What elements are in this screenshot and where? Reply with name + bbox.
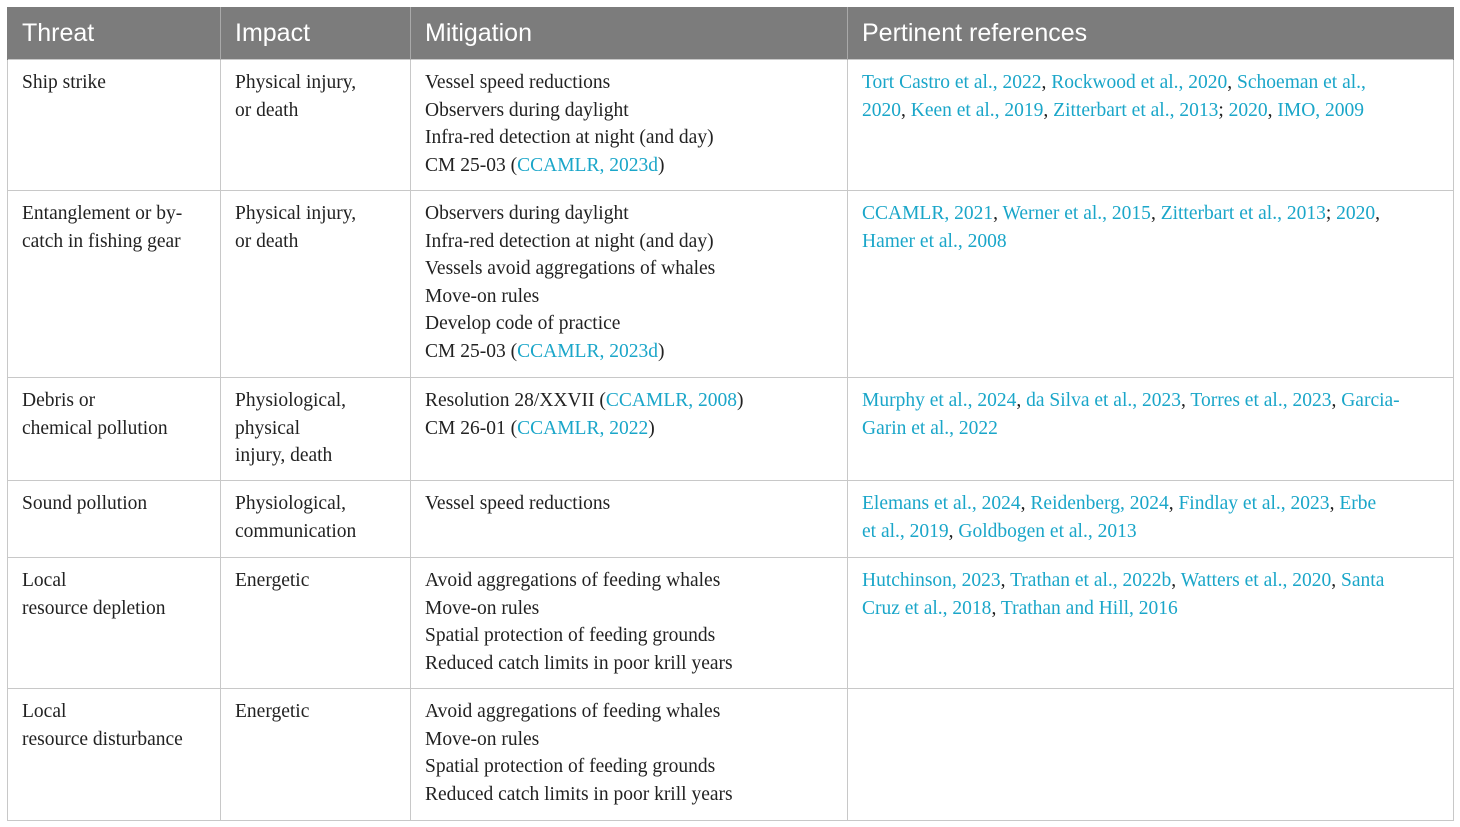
text-segment: ,	[1000, 570, 1011, 591]
references-cell-line	[862, 69, 1439, 97]
impact-cell	[221, 191, 411, 378]
text-segment: Move-on rules	[425, 597, 540, 619]
reference-link[interactable]: Zitterbart et al., 2013	[1160, 203, 1326, 224]
threat-cell-line: Ship strike	[22, 72, 106, 93]
reference-link[interactable]: Garcia-	[1341, 390, 1400, 411]
impact-cell	[221, 558, 411, 689]
impact-cell-line: or death	[235, 230, 299, 252]
text-segment: ,	[1227, 72, 1238, 93]
references-cell-line	[862, 595, 1439, 623]
text-segment: ,	[901, 99, 911, 121]
mitigation-cell	[411, 689, 848, 821]
header-row	[8, 7, 1454, 60]
reference-link[interactable]: Werner et al., 2015	[1002, 203, 1151, 224]
impact-cell	[221, 378, 411, 481]
reference-link[interactable]: CCAMLR, 2021	[862, 203, 994, 224]
table-row	[8, 378, 1454, 481]
threat-cell-line: chemical pollution	[22, 417, 168, 439]
header-references: Pertinent references	[848, 7, 1454, 60]
mitigation-cell-line	[425, 567, 833, 595]
reference-link[interactable]: CCAMLR, 2023d	[517, 154, 658, 176]
threat-cell	[8, 689, 221, 821]
text-segment: CM 26-01 (	[425, 417, 518, 439]
text-segment: ,	[1267, 99, 1278, 121]
text-segment: Observers during daylight	[425, 99, 629, 121]
text-segment: Infra-red detection at night (and day)	[425, 127, 714, 148]
impact-cell	[221, 60, 411, 191]
reference-link[interactable]: CCAMLR, 2022	[517, 417, 649, 439]
impact-cell-line: injury, death	[235, 445, 333, 466]
reference-link[interactable]: 2020	[1336, 203, 1376, 224]
threat-cell-line: Local	[22, 701, 67, 722]
threat-cell-line: resource depletion	[22, 597, 166, 619]
reference-link[interactable]: Keen et al., 2019	[910, 99, 1044, 121]
reference-link[interactable]: Reidenberg, 2024	[1030, 493, 1169, 514]
text-segment: Vessels avoid aggregations of whales	[425, 258, 716, 279]
header-threat: Threat	[8, 7, 221, 60]
mitigation-cell-line	[425, 200, 833, 228]
references-cell-line	[862, 228, 1439, 256]
mitigation-cell-line	[425, 726, 833, 754]
table-header	[8, 7, 1454, 60]
mitigation-cell-line	[425, 124, 833, 152]
impact-cell-line: Physiological,	[235, 390, 347, 411]
references-cell-line	[862, 415, 1439, 443]
text-segment: ,	[1329, 493, 1340, 514]
impact-cell	[221, 689, 411, 821]
mitigation-cell-line	[425, 595, 833, 623]
table-row	[8, 689, 1454, 821]
mitigation-cell-line	[425, 152, 833, 180]
text-segment: )	[657, 340, 665, 362]
text-segment: ,	[1171, 570, 1181, 591]
reference-link[interactable]: 2020	[862, 99, 901, 121]
reference-link[interactable]: Torres et al., 2023	[1190, 390, 1332, 411]
text-segment: Resolution 28/XXVII (	[425, 390, 606, 411]
reference-link[interactable]: Elemans et al., 2024	[862, 493, 1021, 514]
text-segment: ,	[993, 203, 1003, 224]
reference-link[interactable]: Hutchinson, 2023	[862, 570, 1001, 591]
table-row	[8, 191, 1454, 378]
impact-cell-line: or death	[235, 99, 299, 121]
references-cell	[848, 689, 1454, 821]
mitigation-cell-line	[425, 781, 833, 809]
references-cell	[848, 60, 1454, 191]
reference-link[interactable]: Schoeman et al.,	[1237, 72, 1366, 93]
threat-cell	[8, 60, 221, 191]
references-cell-line	[862, 97, 1439, 125]
text-segment: CM 25-03 (	[425, 154, 518, 176]
impact-cell-line: Energetic	[235, 570, 310, 591]
text-segment: ,	[1331, 570, 1342, 591]
text-segment: ,	[991, 597, 1001, 619]
text-segment: Vessel speed reductions	[425, 72, 611, 93]
text-segment: Observers during daylight	[425, 203, 629, 224]
text-segment: Vessel speed reductions	[425, 493, 611, 514]
text-segment: Spatial protection of feeding grounds	[425, 625, 716, 646]
mitigation-cell-line	[425, 415, 833, 443]
text-segment: Develop code of practice	[425, 313, 621, 334]
text-segment: Move-on rules	[425, 728, 540, 750]
reference-link[interactable]: Garin et al., 2022	[862, 417, 998, 439]
text-segment: ,	[1016, 390, 1027, 411]
mitigation-cell	[411, 378, 848, 481]
reference-link[interactable]: Trathan and Hill, 2016	[1000, 597, 1178, 619]
text-segment: )	[737, 390, 744, 411]
text-segment: )	[657, 154, 665, 176]
mitigation-cell	[411, 60, 848, 191]
text-segment: Avoid aggregations of feeding whales	[425, 701, 721, 722]
threats-table	[7, 7, 1454, 821]
text-segment: Avoid aggregations of feeding whales	[425, 570, 721, 591]
mitigation-cell-line	[425, 97, 833, 125]
reference-link[interactable]: Murphy et al., 2024	[862, 390, 1017, 411]
threat-cell-line: Sound pollution	[22, 493, 148, 514]
reference-link[interactable]: IMO, 2009	[1277, 99, 1365, 121]
text-segment: ,	[1375, 203, 1381, 224]
references-cell-line	[862, 518, 1439, 546]
impact-cell	[221, 481, 411, 558]
references-cell-line	[862, 200, 1439, 228]
threat-cell-line: resource disturbance	[22, 728, 183, 750]
reference-link[interactable]: Findlay et al., 2023	[1178, 493, 1330, 514]
impact-cell-line: physical	[235, 417, 300, 439]
reference-link[interactable]: Cruz et al., 2018	[862, 597, 992, 619]
threat-cell-line: Entanglement or by-	[22, 203, 183, 224]
text-segment: Infra-red detection at night (and day)	[425, 230, 714, 252]
reference-link[interactable]: 2020	[1228, 99, 1268, 121]
text-segment: ,	[948, 520, 959, 542]
text-segment: ,	[1168, 493, 1179, 514]
threat-cell	[8, 481, 221, 558]
reference-link[interactable]: Tort Castro et al., 2022	[862, 72, 1042, 93]
text-segment: ,	[1020, 493, 1031, 514]
table-body	[8, 60, 1454, 821]
text-segment: Spatial protection of feeding grounds	[425, 756, 716, 777]
reference-link[interactable]: Trathan et al., 2022b	[1010, 570, 1172, 591]
mitigation-cell-line	[425, 255, 833, 283]
references-cell	[848, 191, 1454, 378]
references-cell-line	[862, 387, 1439, 415]
mitigation-cell	[411, 481, 848, 558]
reference-link[interactable]: Zitterbart et al., 2013	[1053, 99, 1219, 121]
impact-cell-line: Physical injury,	[235, 72, 357, 93]
table-row	[8, 60, 1454, 191]
threat-cell	[8, 558, 221, 689]
mitigation-cell-line	[425, 650, 833, 678]
text-segment: Move-on rules	[425, 285, 540, 307]
mitigation-cell	[411, 558, 848, 689]
text-segment: Reduced catch limits in poor krill years	[425, 652, 733, 674]
mitigation-cell-line	[425, 310, 833, 338]
mitigation-cell-line	[425, 753, 833, 781]
text-segment: ,	[1150, 203, 1161, 224]
text-segment: CM 25-03 (	[425, 340, 518, 362]
mitigation-cell-line	[425, 228, 833, 256]
references-cell	[848, 558, 1454, 689]
text-segment: ,	[1331, 390, 1342, 411]
impact-cell-line: Energetic	[235, 701, 310, 722]
mitigation-cell-line	[425, 69, 833, 97]
threats-table-container	[7, 7, 1453, 821]
mitigation-cell-line	[425, 387, 833, 415]
table-row	[8, 481, 1454, 558]
reference-link[interactable]: CCAMLR, 2008	[605, 390, 738, 411]
references-cell	[848, 481, 1454, 558]
threat-cell-line: catch in fishing gear	[22, 230, 181, 252]
mitigation-cell-line	[425, 698, 833, 726]
table-row	[8, 558, 1454, 689]
text-segment: ,	[1041, 72, 1052, 93]
threat-cell-line: Local	[22, 570, 67, 591]
mitigation-cell-line	[425, 283, 833, 311]
text-segment: ,	[1043, 99, 1054, 121]
threat-cell	[8, 191, 221, 378]
header-impact: Impact	[221, 7, 411, 60]
text-segment: ;	[1325, 203, 1337, 224]
mitigation-cell-line	[425, 622, 833, 650]
impact-cell-line: Physiological,	[235, 493, 347, 514]
header-mitigation: Mitigation	[411, 7, 848, 60]
references-cell-line	[862, 490, 1439, 518]
reference-link[interactable]: Goldbogen et al., 2013	[958, 520, 1137, 542]
references-cell-line	[862, 567, 1439, 595]
reference-link[interactable]: Erbe	[1339, 493, 1377, 514]
impact-cell-line: Physical injury,	[235, 203, 357, 224]
mitigation-cell	[411, 191, 848, 378]
reference-link[interactable]: Santa	[1341, 570, 1385, 591]
references-cell	[848, 378, 1454, 481]
impact-cell-line: communication	[235, 520, 357, 542]
reference-link[interactable]: CCAMLR, 2023d	[517, 340, 658, 362]
reference-link[interactable]: Hamer et al., 2008	[862, 230, 1007, 252]
threat-cell	[8, 378, 221, 481]
reference-link[interactable]: Rockwood et al., 2020	[1051, 72, 1228, 93]
text-segment: )	[648, 417, 655, 439]
reference-link[interactable]: Watters et al., 2020	[1180, 570, 1332, 591]
mitigation-cell-line	[425, 490, 833, 518]
text-segment: Reduced catch limits in poor krill years	[425, 783, 733, 805]
text-segment: ;	[1218, 99, 1229, 121]
threat-cell-line: Debris or	[22, 390, 96, 411]
reference-link[interactable]: da Silva et al., 2023	[1026, 390, 1181, 411]
text-segment: ,	[1181, 390, 1191, 411]
mitigation-cell-line	[425, 338, 833, 366]
reference-link[interactable]: et al., 2019	[862, 520, 949, 542]
